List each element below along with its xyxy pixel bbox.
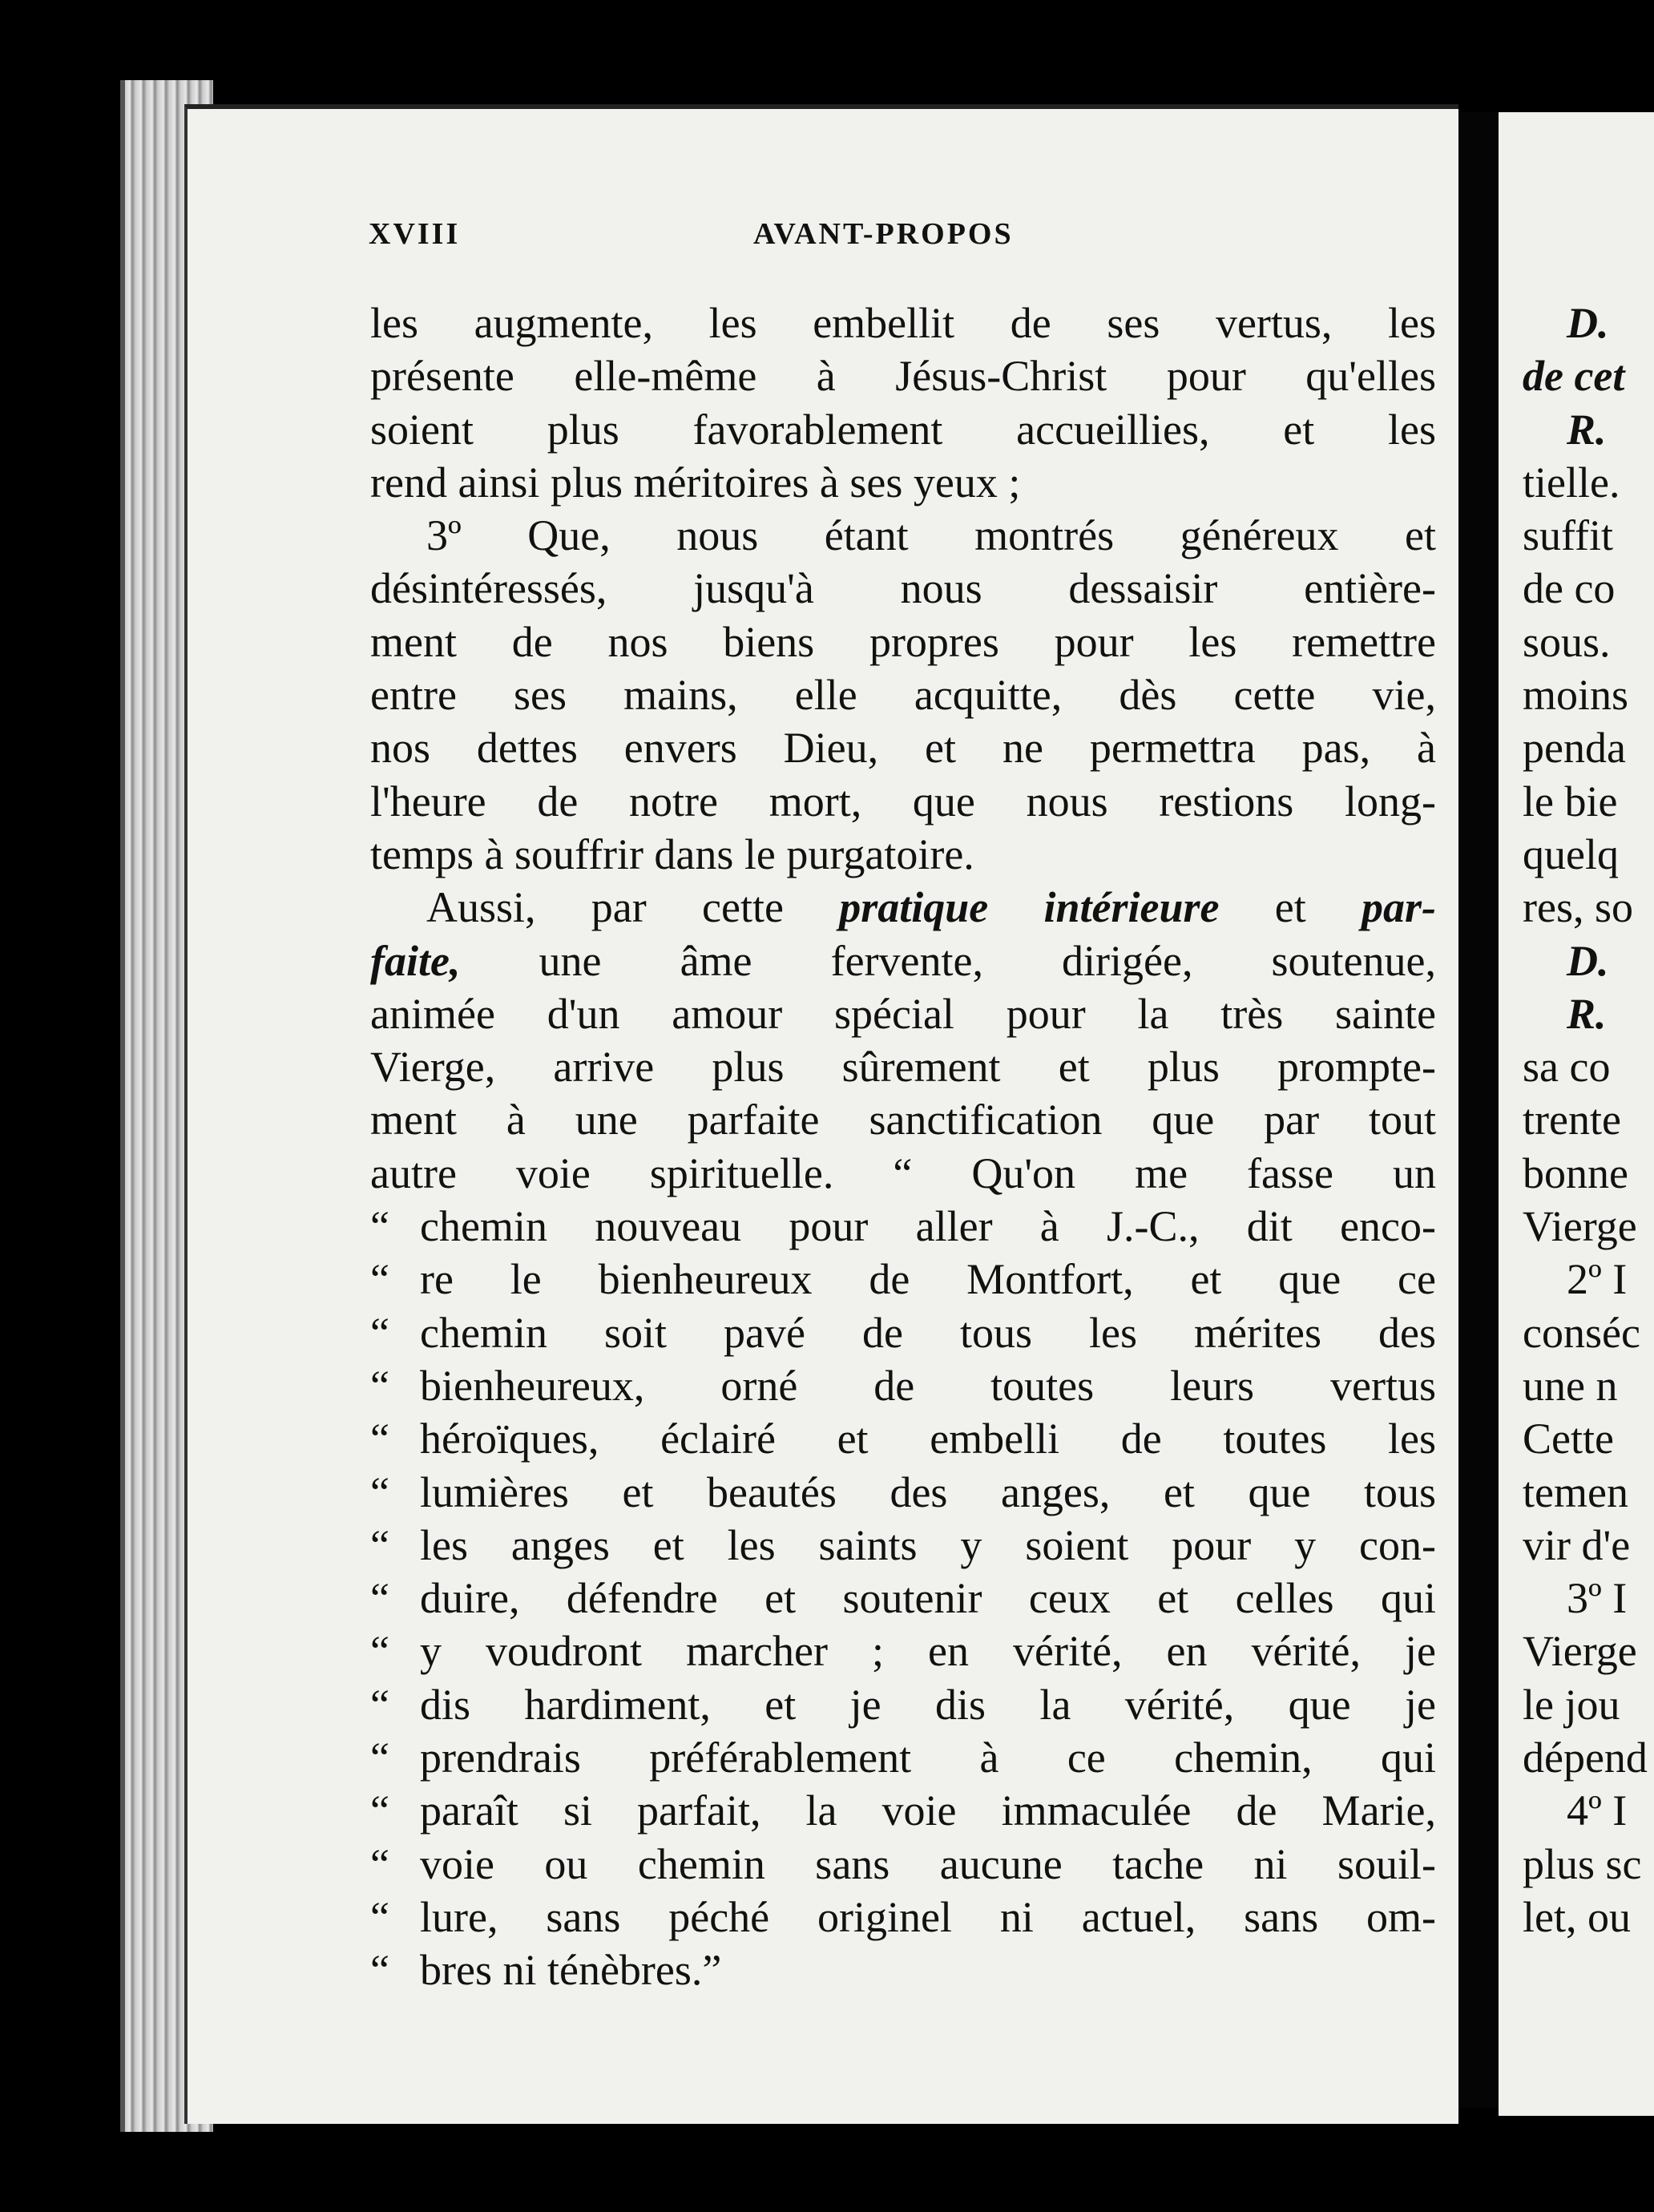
- italic-run: par-: [1362, 883, 1436, 932]
- quote-line: [370, 1359, 1436, 1412]
- quote-text: héroïques, éclairé et embelli de toutes les: [420, 1415, 1436, 1463]
- right-line: tielle.: [1523, 458, 1620, 507]
- text-line: temps à souffrir dans le purgatoire.: [370, 830, 974, 878]
- text-line: les augmente, les embellit de ses vertus, les: [370, 299, 1436, 347]
- text-line: présente elle-même à Jésus-Christ pour qu'elles: [370, 352, 1436, 401]
- quote-mark: “: [370, 1892, 389, 1941]
- body-text: [370, 297, 1436, 1997]
- quote-mark: “: [370, 1520, 389, 1569]
- quote-line: [370, 1466, 1436, 1519]
- right-line: bonne: [1523, 1148, 1628, 1197]
- running-title: AVANT-PROPOS: [753, 217, 1014, 251]
- quote-mark: “: [370, 1467, 389, 1516]
- quote-line: [370, 1838, 1436, 1891]
- right-line: trente: [1523, 1096, 1621, 1144]
- text-line: Vierge, arrive plus sûrement et plus prompte-: [370, 1043, 1436, 1092]
- right-line: moins: [1523, 671, 1629, 720]
- book-gutter: [1458, 112, 1499, 2108]
- right-line: Vierge: [1523, 1627, 1637, 1676]
- quote-line: [370, 1572, 1436, 1625]
- quote-mark: “: [370, 1361, 389, 1410]
- quote-text: dis hardiment, et je dis la vérité, que je: [420, 1680, 1436, 1729]
- quote-line: [370, 1412, 1436, 1465]
- quote-mark: “: [370, 1786, 389, 1835]
- right-line: le bie: [1523, 777, 1618, 825]
- text-line: 3º Que, nous étant montrés généreux et: [426, 511, 1436, 560]
- quote-line: [370, 1306, 1436, 1359]
- quote-text: duire, défendre et soutenir ceux et celles qui: [420, 1574, 1436, 1623]
- right-line: Cette: [1523, 1415, 1614, 1463]
- right-line: let, ou: [1523, 1892, 1631, 1941]
- right-line: de co: [1523, 564, 1616, 613]
- quote-text: bres ni ténèbres.”: [420, 1946, 722, 1995]
- running-head: [369, 216, 1050, 264]
- right-line: Vierge: [1523, 1202, 1637, 1251]
- right-line: 2º I: [1567, 1255, 1628, 1304]
- right-line: de cet: [1523, 352, 1625, 401]
- quote-line: [370, 1731, 1436, 1784]
- text-line: [370, 934, 1436, 987]
- quote-text: chemin soit pavé de tous les mérites des: [420, 1308, 1436, 1357]
- quote-text: bienheureux, orné de toutes leurs vertus: [420, 1361, 1436, 1410]
- quote-text: chemin nouveau pour aller à J.-C., dit enco-: [420, 1202, 1436, 1251]
- quote-line: [370, 1678, 1436, 1731]
- right-line: R.: [1567, 989, 1607, 1038]
- quote-line: [370, 1625, 1436, 1677]
- quote-text: voie ou chemin sans aucune tache ni souil-: [420, 1839, 1436, 1888]
- right-line: quelq: [1523, 830, 1619, 878]
- quote-text: re le bienheureux de Montfort, et que ce: [420, 1255, 1436, 1304]
- quote-mark: “: [370, 1308, 389, 1357]
- quote-mark: “: [370, 1839, 389, 1888]
- right-line: une n: [1523, 1361, 1618, 1410]
- right-line: plus sc: [1523, 1839, 1642, 1888]
- right-line: vir d'e: [1523, 1520, 1631, 1569]
- right-line: dépend: [1523, 1734, 1648, 1782]
- text-line: désintéressés, jusqu'à nous dessaisir entière-: [370, 564, 1436, 613]
- text-line: animée d'un amour spécial pour la très sainte: [370, 989, 1436, 1038]
- right-line: sa co: [1523, 1043, 1611, 1092]
- right-line: temen: [1523, 1467, 1628, 1516]
- quote-text: paraît si parfait, la voie immaculée de Marie,: [420, 1786, 1436, 1835]
- right-line: suffit: [1523, 511, 1614, 560]
- quote-mark: “: [370, 1415, 389, 1463]
- text-line: soient plus favorablement accueillies, et les: [370, 405, 1436, 454]
- right-line: sous.: [1523, 617, 1611, 666]
- text-run: et: [1219, 883, 1362, 932]
- page-number: XVIII: [369, 217, 461, 251]
- quote-text: lure, sans péché originel ni actuel, sans om-: [420, 1892, 1436, 1941]
- quote-text: lumières et beautés des anges, et que tous: [420, 1467, 1436, 1516]
- quote-line: [370, 1253, 1436, 1306]
- quote-text: les anges et les saints y soient pour y con-: [420, 1520, 1436, 1569]
- text-line: rend ainsi plus méritoires à ses yeux ;: [370, 458, 1021, 507]
- quote-line: [370, 1891, 1436, 1944]
- quote-line: [370, 1200, 1436, 1253]
- quote-mark: “: [370, 1946, 389, 1995]
- text-line: [370, 881, 1436, 934]
- text-line: entre ses mains, elle acquitte, dès cette vie,: [370, 671, 1436, 720]
- quote-line: [370, 1519, 1436, 1572]
- right-line: D.: [1567, 936, 1609, 985]
- quote-mark: “: [370, 1734, 389, 1782]
- right-line: 3º I: [1567, 1574, 1628, 1623]
- quote-mark: “: [370, 1680, 389, 1729]
- right-line: D.: [1567, 299, 1609, 347]
- right-line: R.: [1567, 405, 1607, 454]
- right-line: penda: [1523, 724, 1626, 773]
- quote-line: [370, 1784, 1436, 1837]
- quote-text: prendrais préférablement à ce chemin, qui: [420, 1734, 1436, 1782]
- text-line: ment de nos biens propres pour les remettre: [370, 617, 1436, 666]
- italic-run: pratique intérieure: [839, 883, 1220, 932]
- right-page-text: [1523, 297, 1654, 1944]
- right-line: 4º I: [1567, 1786, 1628, 1835]
- text-run: une âme fervente, dirigée, soutenue,: [460, 936, 1436, 985]
- text-run: Aussi, par cette: [426, 883, 840, 932]
- quote-mark: “: [370, 1255, 389, 1304]
- quote-line: [370, 1944, 1436, 1996]
- quote-mark: “: [370, 1202, 389, 1251]
- right-line: res, so: [1523, 883, 1633, 932]
- quote-mark: “: [370, 1627, 389, 1676]
- quote-mark: “: [370, 1574, 389, 1623]
- right-page: [1499, 112, 1654, 2116]
- text-line: l'heure de notre mort, que nous restions long-: [370, 777, 1436, 825]
- right-line: conséc: [1523, 1308, 1640, 1357]
- text-line: autre voie spirituelle. “ Qu'on me fasse un: [370, 1148, 1436, 1197]
- text-line: ment à une parfaite sanctification que par tout: [370, 1096, 1436, 1144]
- text-line: nos dettes envers Dieu, et ne permettra pas, à: [370, 724, 1436, 773]
- italic-run: faite,: [370, 936, 461, 985]
- right-line: le jou: [1523, 1680, 1620, 1729]
- quote-text: y voudront marcher ; en vérité, en vérité, je: [420, 1627, 1436, 1676]
